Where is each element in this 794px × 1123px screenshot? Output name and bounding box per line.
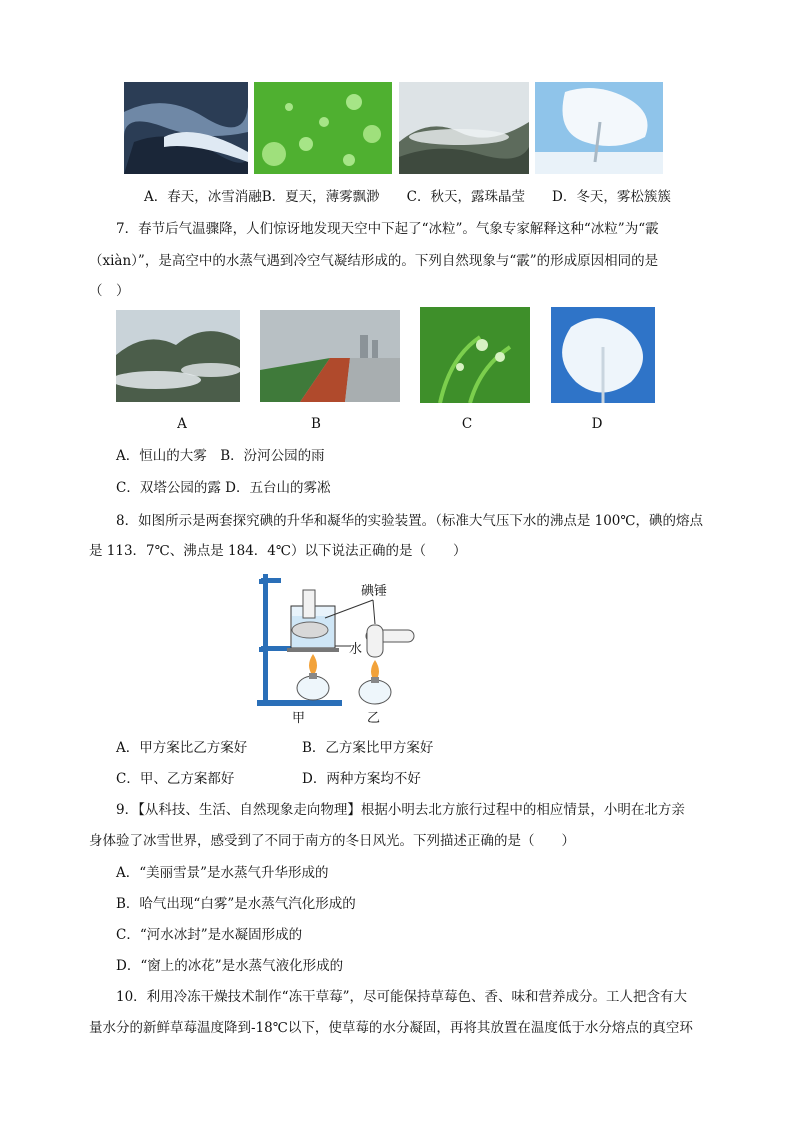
q8-apparatus-diagram [255,570,430,725]
q8-label-setup-jia: 甲 [292,711,306,725]
q9-option-d: D．“窗上的冰花”是水蒸气液化形成的 [116,958,344,974]
q6-image-autumn-fog [399,82,529,174]
q8-label-setup-yi: 乙 [367,711,381,725]
q8-label-water: 水 [349,642,363,657]
q7-caption-d: D [591,416,603,432]
q7-caption-c: C [461,416,473,432]
q9-option-a: A．“美丽雪景”是水蒸气升华形成的 [116,865,329,881]
q7-options-c-d: C．双塔公园的露 D．五台山的雾凇 [116,480,331,496]
q8-option-b: B．乙方案比甲方案好 [302,740,434,756]
q7-stem-line-2: （xiàn）”，是高空中的水蒸气遇到冷空气凝结形成的。下列自然现象与“霰”的形成原因相同的是 [89,253,659,269]
q9-option-b: B．哈气出现“白雾”是水蒸气汽化形成的 [116,896,356,912]
q7-options-a-b: A．恒山的大雾 B．汾河公园的雨 [116,448,325,464]
q10-stem-line-1: 10．利用冷冻干燥技术制作“冻干草莓”，尽可能保持草莓色、香、味和营养成分。工人把含有大 [116,989,687,1005]
q7-caption-a: A [177,416,187,432]
q7-image-d-rime [551,307,655,403]
q8-stem-line-2: 是 113．7℃、沸点是 184．4℃）以下说法正确的是（ ） [89,543,467,559]
q8-option-d: D．两种方案均不好 [302,771,421,787]
q9-stem-line-1: 9．【从科技、生活、自然现象走向物理】根据小明去北方旅行过程中的相应情景，小明在北方亲 [116,802,685,818]
q7-caption-b: B [311,416,321,432]
q6-image-summer-dew [254,82,392,174]
q8-label-iodine-hammer: 碘锤 [361,584,388,599]
q8-stem-line-1: 8．如图所示是两套探究碘的升华和凝华的实验装置。（标准大气压下水的沸点是 100℃，碘的熔点 [116,513,703,529]
q7-image-a-fog [116,310,240,402]
q10-stem-line-2: 量水分的新鲜草莓温度降到-18℃以下，使草莓的水分凝固，再将其放置在温度低于水分熔点的真空环 [89,1020,693,1036]
q6-image-winter-rime [535,82,663,174]
q6-options: A．春天，冰雪消融B．夏天，薄雾飘渺 C．秋天，露珠晶莹 D．冬天，雾松簇簇 [144,189,671,205]
q8-option-a: A．甲方案比乙方案好 [116,740,248,756]
q9-stem-line-2: 身体验了冰雪世界，感受到了不同于南方的冬日风光。下列描述正确的是（ ） [89,833,575,849]
q7-image-c-dew [420,307,530,403]
q7-stem-line-3: （ ） [89,283,130,299]
q9-option-c: C．“河水冰封”是水凝固形成的 [116,927,303,943]
q6-image-spring-ice [124,82,248,174]
q7-image-b-rain [260,310,400,402]
q8-option-c: C．甲、乙方案都好 [116,771,235,787]
q7-stem-line-1: 7．春节后气温骤降，人们惊讶地发现天空中下起了“冰粒”。气象专家解释这种“冰粒”为“霰 [116,221,659,237]
